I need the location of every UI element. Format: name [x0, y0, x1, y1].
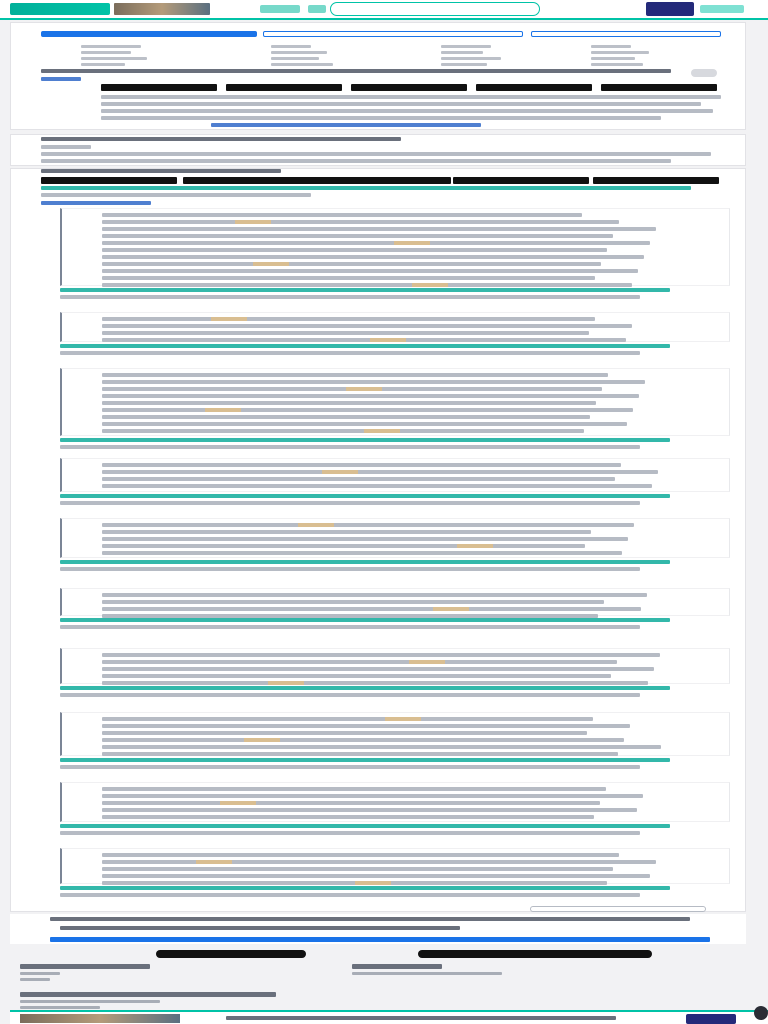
nav-item[interactable] [308, 5, 326, 13]
app-store-button[interactable] [156, 950, 306, 958]
highlight [268, 681, 304, 685]
highlight [409, 660, 445, 664]
citation-text [102, 523, 634, 527]
citation-text [102, 787, 606, 791]
footer-link[interactable] [20, 978, 50, 981]
bottom-cta-button[interactable] [686, 1014, 736, 1024]
context-description [41, 152, 711, 156]
citation-text [102, 653, 660, 657]
citation-quote [60, 368, 730, 436]
search-input[interactable] [330, 2, 540, 16]
citation-text [102, 317, 595, 321]
highlight [355, 881, 391, 885]
cite-button-3[interactable] [315, 177, 451, 184]
context-card [10, 134, 746, 166]
footer-link[interactable] [20, 1000, 160, 1003]
highlight [394, 241, 430, 245]
footer-support-heading [352, 964, 442, 969]
cite-button-4[interactable] [453, 177, 589, 184]
citation-title[interactable] [60, 618, 670, 622]
cite-button-5[interactable] [593, 177, 719, 184]
brand-logo[interactable] [10, 3, 240, 15]
cite-heading [41, 169, 281, 173]
tab-first[interactable] [41, 31, 257, 37]
highlight [385, 717, 421, 721]
highlight [412, 283, 448, 287]
highlight [244, 738, 280, 742]
login-link[interactable] [700, 5, 744, 13]
citation-title[interactable] [60, 824, 670, 828]
citation-quote [60, 782, 730, 822]
play-store-button[interactable] [418, 950, 652, 958]
citation-text [102, 717, 593, 721]
highlight [346, 387, 382, 391]
close-icon[interactable] [754, 1006, 768, 1020]
footer-link[interactable] [352, 972, 502, 975]
nav-item[interactable] [260, 5, 300, 13]
highlight [220, 801, 256, 805]
cite-button-1[interactable] [41, 177, 177, 184]
citation-text [102, 853, 619, 857]
citation-title[interactable] [60, 288, 670, 292]
action-button-5[interactable] [601, 84, 717, 91]
citation-title[interactable] [60, 758, 670, 762]
citation-title[interactable] [60, 886, 670, 890]
citation-quote [60, 458, 730, 492]
highlight [205, 408, 241, 412]
cta-button[interactable] [646, 2, 694, 16]
footer-company-heading [20, 964, 150, 969]
action-button-1[interactable] [101, 84, 217, 91]
pagination-button[interactable] [530, 906, 706, 912]
citation-title[interactable] [60, 344, 670, 348]
action-button-4[interactable] [476, 84, 592, 91]
citation-text [102, 463, 621, 467]
banner-photo [20, 1014, 180, 1023]
logo-mark [10, 3, 110, 15]
more-types-button[interactable] [691, 69, 717, 77]
inline-link[interactable] [211, 123, 481, 127]
intro-link[interactable] [41, 77, 81, 81]
source-types-card [10, 22, 746, 130]
citation-quote [60, 648, 730, 684]
cite-title [41, 186, 691, 190]
footer-business-heading [20, 992, 276, 997]
citation-quote [60, 848, 730, 884]
citation-title[interactable] [60, 494, 670, 498]
citation-title[interactable] [60, 560, 670, 564]
bottom-banner [10, 1010, 768, 1024]
highlight [433, 607, 469, 611]
highlight [364, 429, 400, 433]
top-navigation [0, 0, 768, 20]
footer-link[interactable] [20, 972, 60, 975]
citation-quote [60, 588, 730, 616]
highlight [298, 523, 334, 527]
citation-quote [60, 312, 730, 342]
highlight [457, 544, 493, 548]
highlight [235, 220, 271, 224]
context-heading [41, 137, 401, 141]
citation-text [102, 213, 582, 217]
footer-link[interactable] [20, 1006, 100, 1009]
highlight [322, 470, 358, 474]
cite-link[interactable] [41, 201, 151, 205]
highlight [196, 860, 232, 864]
intro-text [41, 69, 671, 73]
cite-button-2[interactable] [183, 177, 319, 184]
bottom-banner-text [226, 1016, 616, 1020]
citation-quote [60, 208, 730, 286]
action-button-2[interactable] [226, 84, 342, 91]
citation-text [102, 593, 647, 597]
tab-third[interactable] [531, 31, 721, 37]
tab-bar [41, 31, 731, 39]
citation-text [102, 373, 608, 377]
banner-photo [114, 3, 210, 15]
citation-title[interactable] [60, 686, 670, 690]
source-type-list [81, 45, 721, 81]
join-button[interactable] [50, 937, 710, 942]
citation-title[interactable] [60, 438, 670, 442]
highlight [253, 262, 289, 266]
join-banner [10, 914, 746, 944]
join-text [50, 917, 690, 921]
action-button-3[interactable] [351, 84, 467, 91]
highlight [211, 317, 247, 321]
citation-quote [60, 712, 730, 756]
highlight [370, 338, 406, 342]
tab-second[interactable] [263, 31, 523, 37]
citation-quote [60, 518, 730, 558]
